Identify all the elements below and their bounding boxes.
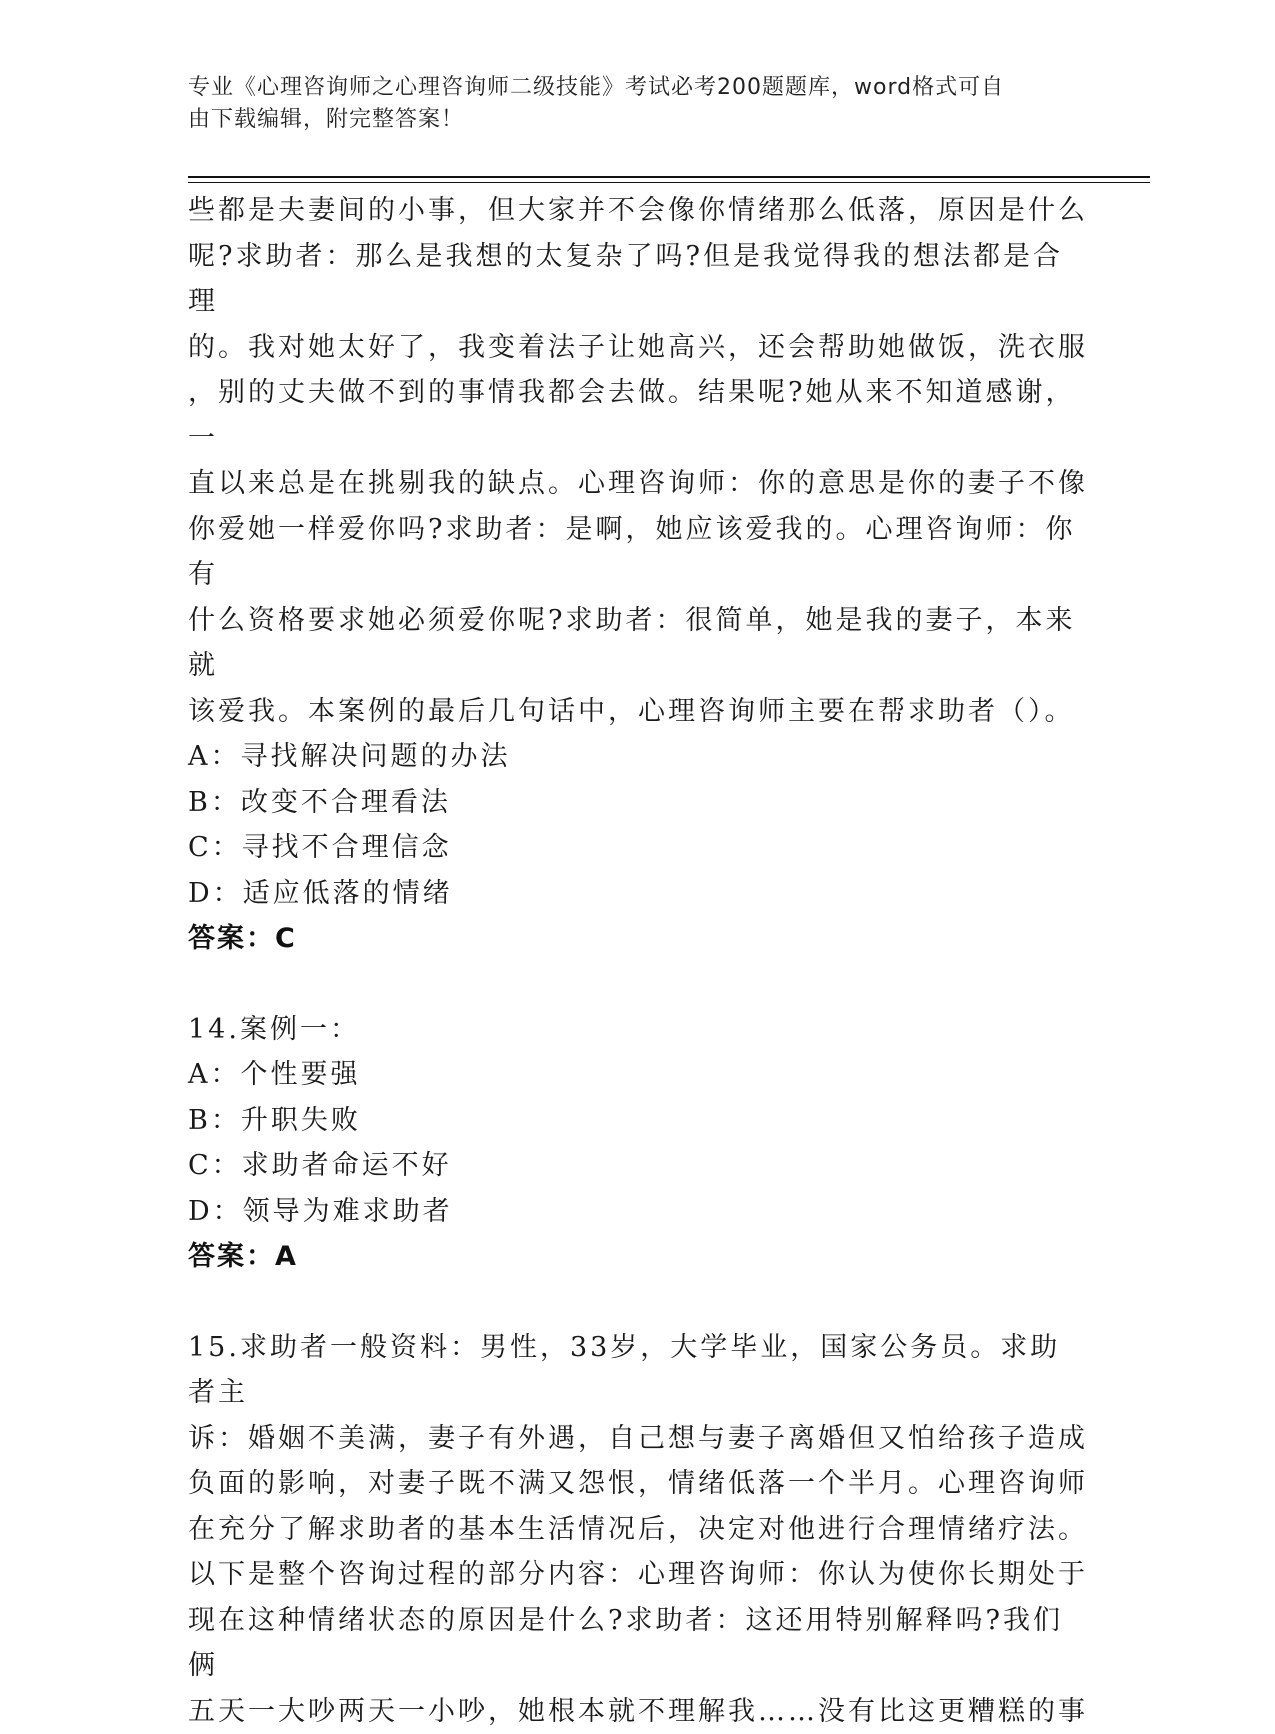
header-divider-thick (188, 176, 1150, 178)
question-text-line: 你爱她一样爱你吗?求助者：是啊，她应该爱我的。心理咨询师：你有 (188, 507, 1088, 598)
question-title: 14.案例一： (188, 1007, 1088, 1053)
spacer (188, 962, 1088, 1007)
question-text-line: 现在这种情绪状态的原因是什么?求助者：这还用特别解释吗?我们俩 (188, 1598, 1088, 1689)
question-text-line: 什么资格要求她必须爱你呢?求助者：很简单，她是我的妻子，本来就 (188, 598, 1088, 689)
document-body (188, 188, 1088, 1734)
answer-label: 答案：A (188, 1234, 1088, 1280)
option-d: D：领导为难求助者 (188, 1189, 1088, 1235)
option-a: A：个性要强 (188, 1052, 1088, 1098)
header-divider-thin (188, 182, 1150, 183)
header-title-line-1: 专业《心理咨询师之心理咨询师二级技能》考试必考200题题库，word格式可自 (188, 72, 1068, 104)
header-title-line-2: 由下载编辑，附完整答案！ (188, 104, 1068, 136)
option-c: C：寻找不合理信念 (188, 825, 1088, 871)
answer-label: 答案：C (188, 916, 1088, 962)
question-text-line: 该爱我。本案例的最后几句话中，心理咨询师主要在帮求助者（）。 (188, 689, 1088, 735)
spacer (188, 1280, 1088, 1325)
question-text-line: 15.求助者一般资料：男性，33岁，大学毕业，国家公务员。求助者主 (188, 1325, 1088, 1416)
question-text-line: 诉：婚姻不美满，妻子有外遇，自己想与妻子离婚但又怕给孩子造成 (188, 1416, 1088, 1462)
question-text-line: 呢?求助者：那么是我想的太复杂了吗?但是我觉得我的想法都是合理 (188, 234, 1088, 325)
question-text-line: 在充分了解求助者的基本生活情况后，决定对他进行合理情绪疗法。 (188, 1507, 1088, 1553)
question-15 (188, 1325, 1088, 1734)
question-text-line: 直以来总是在挑剔我的缺点。心理咨询师：你的意思是你的妻子不像 (188, 461, 1088, 507)
question-13 (188, 188, 1088, 962)
option-b: B：升职失败 (188, 1098, 1088, 1144)
option-b: B：改变不合理看法 (188, 780, 1088, 826)
question-14 (188, 1007, 1088, 1280)
question-text-line: 些都是夫妻间的小事，但大家并不会像你情绪那么低落，原因是什么 (188, 188, 1088, 234)
question-text-line: 以下是整个咨询过程的部分内容：心理咨询师：你认为使你长期处于 (188, 1552, 1088, 1598)
option-d: D：适应低落的情绪 (188, 871, 1088, 917)
document-header (188, 72, 1068, 136)
question-text-line: 五天一大吵两天一小吵，她根本就不理解我……没有比这更糟糕的事 (188, 1689, 1088, 1734)
question-text-line: ，别的丈夫做不到的事情我都会去做。结果呢?她从来不知道感谢，一 (188, 370, 1088, 461)
question-text-line: 的。我对她太好了，我变着法子让她高兴，还会帮助她做饭，洗衣服 (188, 325, 1088, 371)
option-c: C：求助者命运不好 (188, 1143, 1088, 1189)
option-a: A：寻找解决问题的办法 (188, 734, 1088, 780)
question-text-line: 负面的影响，对妻子既不满又怨恨，情绪低落一个半月。心理咨询师 (188, 1461, 1088, 1507)
